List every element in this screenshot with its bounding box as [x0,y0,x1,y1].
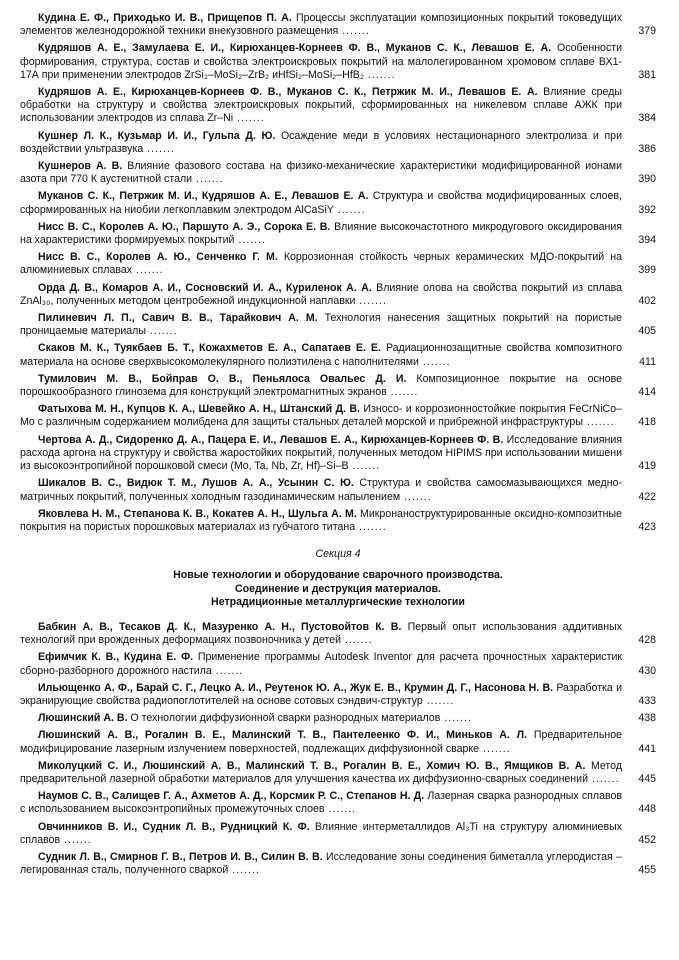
entry-authors: Чертова А. Д., Сидоренко Д. А., Пацера Е. И., Левашов Е. А., Кирюханцев-Корнеев Ф. В. [38,433,504,446]
entry-page-number: 394 [638,234,656,247]
entry-authors: Бабкин А. В., Тесаков Д. К., Мазуренко А. Н., Пустовойтов К. В. [38,620,402,633]
section-4-header [20,548,656,609]
contents-entry [20,12,656,38]
leader-dots: ....... [400,490,432,503]
leader-dots: ....... [338,25,370,38]
entry-title: Лазерная сварка разнородных сплавов с использованием высокоэнтропийных промежуточных слоев [20,790,622,816]
entry-authors: Миколуцкий С. И., Люшинский А. В., Малинский Т. В., Рогалин В. Е., Хомич Ю. В., Ямщиков В. А. [38,759,586,772]
contents-page [20,0,656,877]
entry-title: Метод предварительной лазерной обработки материалов для улучшения качества их диффузионно-сварных соединений [20,759,622,785]
contents-entry [20,729,656,755]
contents-entry [20,508,656,534]
entry-authors: Нисс В. С., Королев А. Ю., Сенченко Г. М. [38,251,278,264]
entry-title: Композиционное покрытие на основе порошкообразного глинозема для конструкций электромагнитных экранов [20,372,622,399]
entry-page-number: 390 [638,173,656,186]
entry-authors: Овчинников В. И., Судник Л. В., Рудницкий К. Ф. [38,820,310,833]
entry-title: Особенности формирования, структура, состав и свойства электроискровых покрытий на малолегированном хромовом сплаве ВХ1-17А при применении электродов ZrSi₂–MoSi₂–ZrB₂ иHfSi₂–MoSi₂–HfB₂ [20,42,623,81]
leader-dots: ....... [145,325,178,338]
entry-authors: Тумилович М. В., Бойправ О. В., Пеньялоса Овальес Д. И. [38,372,407,385]
entry-title: Структура и свойства модифицированных слоев, сформированных на ниобии легкоплавким электродом AlCaSiY [20,190,622,216]
entry-authors: Кушнер Л. К., Кузьмар И. И., Гульпа Д. Ю. [38,129,276,142]
entry-authors: Фатыхова М. Н., Купцов К. А., Шевейко А. Н., Штанский Д. В. [38,403,360,416]
entry-title: Предварительное модифицирование лазерным излучением поверхностей, подлежащих диффузионной сварке [20,729,622,755]
entry-title: Первый опыт использования аддитивных технологий при врожденных деформациях позвоночника у детей [20,620,623,647]
entry-authors: Люшинский А. В. [38,712,128,725]
entry-authors: Скаков М. К., Туякбаев Б. Т., Кожахметов Е. А., Сапатаев Е. Е. [38,342,381,355]
contents-entry [20,160,656,186]
leader-dots: ....... [355,520,387,533]
leader-dots: ....... [192,173,224,186]
contents-entry [20,86,656,126]
entry-authors: Ефимчик К. В., Кудина Е. Ф. [38,651,194,664]
entry-authors: Кушнеров А. В. [38,160,123,173]
entry-title: Влияние высокочастотного микродугового оксидирования на характеристики формируемых покрытий [20,220,622,247]
leader-dots: ....... [355,294,387,307]
entry-authors: Кудина Е. Ф., Приходько И. В., Прищепов П. А. [38,12,292,24]
entry-page-number: 455 [638,864,656,877]
leader-dots: ....... [341,634,373,647]
entry-page-number: 419 [638,460,656,473]
contents-entry [20,712,656,725]
leader-dots: ....... [348,460,381,473]
entry-title: Исследование зоны соединения биметалла углеродистая – легированная сталь, полученного сваркой [20,850,622,877]
entry-authors: Люшинский А. В., Рогалин В. Е., Малинский Т. В., Пантелеенко Ф. И., Миньков А. Л. [38,729,528,742]
entry-page-number: 402 [638,294,656,307]
contents-entry [20,373,656,399]
leader-dots: ....... [479,742,511,755]
entry-title: Влияние фазового состава на физико-механические характеристики модифицированной ионами азота при 770 К аустенитной стали [20,160,622,186]
section-number: Секция 4 [315,548,361,561]
contents-entry [20,851,656,877]
leader-dots: ....... [588,772,620,785]
contents-entry [20,130,656,156]
entry-authors: Ильющенко А. Ф., Барай С. Г., Лецко А. И., Реутенок Ю. А., Жук Е. В., Крумин Д. Г., Насонова Н. В. [38,681,554,694]
entry-page-number: 405 [638,325,656,338]
contents-entry [20,790,656,816]
entry-page-number: 411 [639,355,656,368]
contents-entry [20,682,656,708]
entry-title: Радиационнозащитные свойства композитного материала на основе сверхвысокомолекулярного полиэтилена с наполнителями [20,342,622,368]
section-title-line-2: Соединение и деструкция материалов. [234,582,442,595]
entry-page-number: 441 [638,742,656,755]
contents-entry [20,190,656,216]
entry-authors: Шикалов В. С., Видюк Т. М., Лушов А. А., Усынин С. Ю. [38,477,354,490]
entry-authors: Кудряшов А. Е., Замулаева Е. И., Кирюханцев-Корнеев Ф. В., Муканов С. К., Левашов Е. А. [38,42,552,55]
section-4-entry-list [20,621,656,877]
contents-entry [20,434,656,474]
entry-page-number: 433 [638,694,656,707]
entry-title: Влияние олова на свойства покрытий из сплава ZnAl₃₀, полученных методом центробежной индукционной наплавки [20,281,623,307]
leader-dots: ....... [440,712,472,725]
entry-authors: Наумов С. В., Салищев Г. А., Ахметов А. Д., Корсмик Р. С., Степанов Н. Д. [38,790,425,803]
entry-page-number: 414 [638,386,656,399]
leader-dots: ....... [363,68,396,81]
leader-dots: ....... [333,203,366,216]
entry-title: Структура и свойства самосмазывающихся медно-матричных покрытий, полученных холодным газодинамическим напылением [20,477,622,503]
entry-page-number: 428 [638,634,656,647]
entry-page-number: 438 [638,712,656,725]
entry-page-number: 399 [638,264,656,277]
entry-title: Осаждение меди в условиях нестационарного электролиза и при воздействии ультразвука [20,129,622,155]
contents-entry [20,477,656,503]
leader-dots: ....... [418,355,451,368]
entry-page-number: 448 [638,803,656,816]
section-3-entry-list [20,12,656,534]
contents-entry [20,251,656,277]
leader-dots: ....... [60,833,92,846]
leader-dots: ....... [132,264,164,277]
leader-dots: ....... [211,664,244,677]
entry-page-number: 384 [638,112,656,125]
entry-page-number: 452 [638,833,656,846]
leader-dots: ....... [324,803,357,816]
entry-authors: Орда Д. В., Комаров А. И., Сосновский И. А., Куриленок А. А. [38,281,372,294]
contents-entry [20,282,656,308]
contents-entry [20,760,656,786]
section-title-line-1: Новые технологии и оборудование сварочного производства. [173,569,503,582]
entry-authors: Нисс В. С., Королев А. Ю., Паршуто А. Э., Сорока Е. В. [38,220,331,233]
contents-entry [20,821,656,847]
entry-title: Применение программы Autodesk Inventor для расчета прочностных характеристик сборно-разборного дорожного настила [20,651,622,677]
leader-dots: ....... [233,112,265,125]
entry-title: Влияние среды обработки на структуру и свойства электроискровых покрытий, сформированных на никелевом сплаве АЖК при использовании электродов из сплава Zr–Ni [20,86,623,125]
leader-dots: ....... [386,386,419,399]
entry-title: Влияние интерметаллидов Al₃Ti на структуру алюминиевых сплавов [20,820,622,846]
leader-dots: ....... [228,864,260,877]
entry-title: Коррозионная стойкость черных керамических МДО-покрытий на алюминиевых сплавах [20,251,622,277]
entry-authors: Кудряшов А. Е., Кирюханцев-Корнеев Ф. В., Муканов С. К., Петржик М. И., Левашов Е. А. [38,86,538,99]
entry-title: Микронаноструктурированные оксидно-композитные покрытия на пористых порошковых материалах из губчатого титана [20,507,622,533]
section-title-line-3: Нетрадиционные металлургические технологии [211,595,465,608]
entry-page-number: 386 [638,142,656,155]
contents-entry [20,42,656,82]
entry-page-number: 379 [638,25,656,38]
entry-page-number: 418 [638,416,656,429]
entry-authors: Муканов С. К., Петржик М. И., Кудряшов А. Е., Левашов Е. А. [38,190,369,203]
contents-entry [20,342,656,368]
entry-page-number: 392 [638,203,656,216]
entry-page-number: 430 [638,664,656,677]
entry-page-number: 381 [638,68,656,81]
entry-title: Износо- и коррозионностойкие покрытия FeCrNiCo–Mo с различным содержанием молибдена для защиты стальных деталей морской и прибрежной инфраструктуры [20,403,622,429]
leader-dots: ....... [582,416,615,429]
leader-dots: ....... [234,234,266,247]
contents-entry [20,621,656,647]
entry-title: Процессы эксплуатации композиционных покрытий токоведущих элементов железнодорожной техники внекузовного размещения [20,12,623,38]
entry-page-number: 445 [638,772,656,785]
entry-authors: Судник Л. В., Смирнов Г. В., Петров И. В., Силин В. В. [38,850,323,863]
leader-dots: ....... [422,694,455,707]
entry-page-number: 423 [638,520,656,533]
contents-entry [20,403,656,429]
contents-entry [20,312,656,338]
leader-dots: ....... [143,142,175,155]
entry-title: Исследование влияния расхода аргона на структуру и свойства жаростойких покрытий, полученных методом HIPIMS при использовании мишени из высокоэнтропийной порошковой смеси (Mo, Ta, Nb, Zr, Hf)–Si–B [20,433,622,473]
contents-entry [20,651,656,677]
entry-authors: Яковлева Н. М., Степанова К. В., Кокатев А. Н., Шульга А. М. [38,507,357,520]
contents-entry [20,221,656,247]
entry-title: Разработка и экранирующие свойства радиопоглотителей на основе сотовых сэндвич-структур [20,681,622,707]
entry-page-number: 422 [638,490,656,503]
entry-authors: Пилиневич Л. П., Савич В. В., Тарайкович А. М. [38,312,318,325]
entry-title: Технология нанесения защитных покрытий на пористые проницаемые материалы [20,312,622,338]
entry-title: О технологии диффузионной сварки разнородных материалов [127,712,441,725]
